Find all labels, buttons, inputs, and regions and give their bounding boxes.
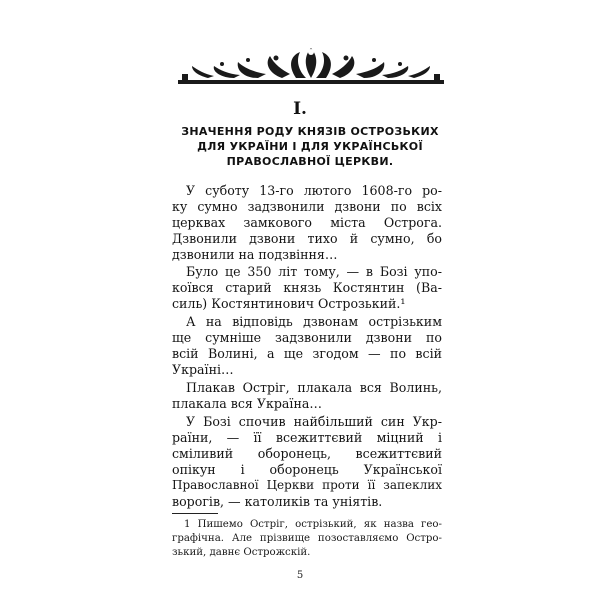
text-line: У Бозі спочив найбільший син Укр- (186, 414, 442, 429)
footnote-line: графічна. Але прізвище позоставляємо Остро- (172, 533, 442, 544)
text-line: Плакав Остріг, плакала вся Волинь, (186, 380, 442, 395)
text-line: ку сумно задзвонили дзвони по всіх (172, 199, 442, 214)
text-line: сміливий оборонець, всежиттєвий (172, 446, 442, 461)
text-line: Православної Церкви проти її запеклих (172, 478, 442, 492)
text-line: опікун і оборонець Української (172, 462, 442, 477)
chapter-title-line: ПРАВОСЛАВНОЇ ЦЕРКВИ. (226, 155, 394, 168)
text-line: Було це 350 літ тому, — в Бозі упо- (186, 264, 442, 279)
text-line: дзвонили на подзвіння… (172, 247, 338, 262)
text-line: Дзвонили дзвони тихо й сумно, бо (172, 231, 442, 246)
text-line: Україні… (172, 362, 234, 377)
text-line: коївся старий князь Костянтин (Ва- (172, 280, 442, 295)
text-line: всій Волині, а ще згодом — по всій (172, 346, 442, 361)
footnote-divider (172, 513, 218, 514)
text-line: А на відповідь дзвонам острізьким (186, 314, 442, 329)
text-line: ворогів, — католиків та уніятів. (172, 494, 383, 509)
chapter-title-line: ЗНАЧЕННЯ РОДУ КНЯЗІВ ОСТРОЗЬКИХ (181, 125, 439, 138)
page-number: 5 (296, 570, 304, 581)
text-line: ще сумніше задзвонили дзвони по (172, 330, 442, 345)
text-line: плакала вся Україна… (172, 396, 322, 411)
chapter-title-line: ДЛЯ УКРАЇНИ І ДЛЯ УКРАЇНСЬКОЇ (197, 140, 423, 153)
floral-ornament-icon (178, 44, 444, 88)
chapter-numeral: I. (293, 99, 307, 119)
text-line: церквах замкового міста Острога. (172, 215, 442, 230)
text-line: раїни, — її всежиттєвий міцний і (172, 430, 442, 445)
footnote-line: зький, давнє Острожскій. (172, 547, 311, 558)
footnote-line: 1 Пишемо Остріг, острізький, як назва гео- (184, 519, 442, 530)
text-line: силь) Костянтинович Острозький.¹ (172, 296, 406, 311)
text-line: У суботу 13-го лютого 1608-го ро- (186, 183, 442, 198)
